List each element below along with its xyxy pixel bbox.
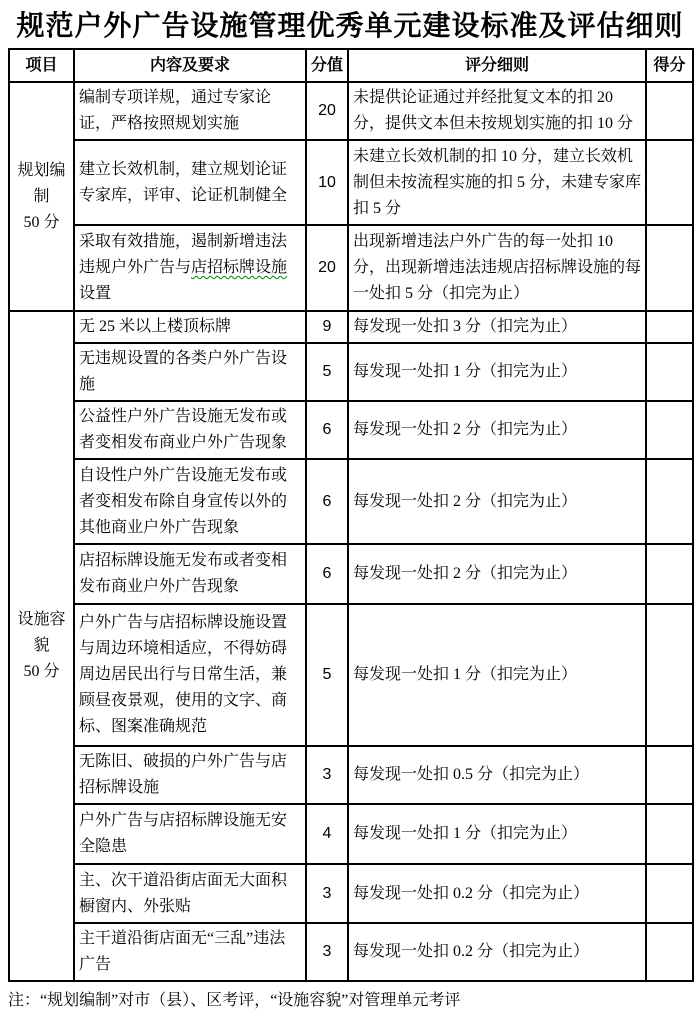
score-value-cell: 3 [306,864,348,923]
group-name: 规划编制 [17,161,66,205]
score-value-cell: 9 [306,311,348,343]
scoring-rule-cell: 每发现一处扣 0.5 分（扣完为止） [348,746,646,804]
content-cell: 建立长效机制，建立规划论证专家库，评审、论证机制健全 [74,140,306,225]
score-value-cell: 4 [306,804,348,864]
earned-score-cell [646,544,693,604]
header-scoring-rules: 评分细则 [348,49,646,82]
content-cell: 主、次干道沿街店面无大面积橱窗内、外张贴 [74,864,306,923]
footnote: 注：“规划编制”对市（县）、区考评，“设施容貌”对管理单元考评 [8,992,461,1009]
group-total-score: 50 分 [23,213,60,231]
earned-score-cell [646,923,693,981]
content-cell: 编制专项详规，通过专家论证，严格按照规划实施 [74,82,306,140]
earned-score-cell [646,343,693,401]
scoring-rule-cell: 每发现一处扣 2 分（扣完为止） [348,544,646,604]
content-cell: 无违规设置的各类户外广告设施 [74,343,306,401]
table-row [9,82,693,140]
earned-score-cell [646,804,693,864]
table-row [9,311,693,343]
scoring-rule-cell: 每发现一处扣 0.2 分（扣完为止） [348,864,646,923]
table-row [9,604,693,746]
scoring-rule-cell: 每发现一处扣 1 分（扣完为止） [348,604,646,746]
earned-score-cell [646,864,693,923]
content-cell [74,225,306,311]
content-cell: 店招标牌设施无发布或者变相发布商业户外广告现象 [74,544,306,604]
scoring-rule-cell: 出现新增违法户外广告的每一处扣 10 分，出现新增违法违规店招标牌设施的每一处扣 5 分（扣完为止） [348,225,646,311]
score-value-cell: 6 [306,459,348,544]
header-score-value: 分值 [306,49,348,82]
scoring-rule-cell: 每发现一处扣 3 分（扣完为止） [348,311,646,343]
table-header-row [9,49,693,82]
earned-score-cell [646,746,693,804]
content-cell: 无 25 米以上楼顶标牌 [74,311,306,343]
scoring-rule-cell: 每发现一处扣 1 分（扣完为止） [348,343,646,401]
score-value-cell: 3 [306,746,348,804]
table-row [9,343,693,401]
content-text: 设置 [79,285,112,302]
earned-score-cell [646,82,693,140]
header-score-earned: 得分 [646,49,693,82]
spellcheck-underline-text: 店招标牌设施 [191,259,288,276]
group-label-facility-appearance [9,311,74,981]
earned-score-cell [646,604,693,746]
content-cell: 公益性户外广告设施无发布或者变相发布商业户外广告现象 [74,401,306,459]
scoring-rule-cell: 每发现一处扣 2 分（扣完为止） [348,401,646,459]
evaluation-table [8,48,694,982]
group-label-planning [9,82,74,311]
table-row [9,923,693,981]
content-text: 采取有效措施，遏制新增违法违规户外广告与 [79,233,288,276]
table-row [9,746,693,804]
table-row [9,804,693,864]
earned-score-cell [646,140,693,225]
earned-score-cell [646,459,693,544]
score-value-cell: 20 [306,225,348,311]
score-value-cell: 3 [306,923,348,981]
group-total-score: 50 分 [23,663,60,680]
content-cell: 主干道沿街店面无“三乱”违法广告 [74,923,306,981]
content-cell: 无陈旧、破损的户外广告与店招标牌设施 [74,746,306,804]
content-cell: 户外广告与店招标牌设施设置与周边环境相适应，不得妨碍周边居民出行与日常生活，兼顾昼夜景观，使用的文字、商标、图案准确规范 [74,604,306,746]
earned-score-cell [646,225,693,311]
score-value-cell: 20 [306,82,348,140]
scoring-rule-cell: 每发现一处扣 1 分（扣完为止） [348,804,646,864]
content-cell: 自设性户外广告设施无发布或者变相发布除自身宣传以外的其他商业户外广告现象 [74,459,306,544]
score-value-cell: 10 [306,140,348,225]
scoring-rule-cell: 未建立长效机制的扣 10 分，建立长效机制但未按流程实施的扣 5 分，未建专家库扣 5 分 [348,140,646,225]
score-value-cell: 6 [306,544,348,604]
header-content-requirements: 内容及要求 [74,49,306,82]
table-row [9,459,693,544]
table-row [9,544,693,604]
earned-score-cell [646,401,693,459]
scoring-rule-cell: 每发现一处扣 2 分（扣完为止） [348,459,646,544]
group-name: 设施容貌 [17,611,66,654]
score-value-cell: 5 [306,343,348,401]
score-value-cell: 5 [306,604,348,746]
score-value-cell: 6 [306,401,348,459]
content-cell: 户外广告与店招标牌设施无安全隐患 [74,804,306,864]
earned-score-cell [646,311,693,343]
table-row [9,864,693,923]
scoring-rule-cell: 每发现一处扣 0.2 分（扣完为止） [348,923,646,981]
header-item: 项目 [9,49,74,82]
table-row [9,401,693,459]
table-row [9,140,693,225]
scoring-rule-cell: 未提供论证通过并经批复文本的扣 20 分，提供文本但未按规划实施的扣 10 分 [348,82,646,140]
table-row [9,225,693,311]
page-title: 规范户外广告设施管理优秀单元建设标准及评估细则 [16,10,684,41]
